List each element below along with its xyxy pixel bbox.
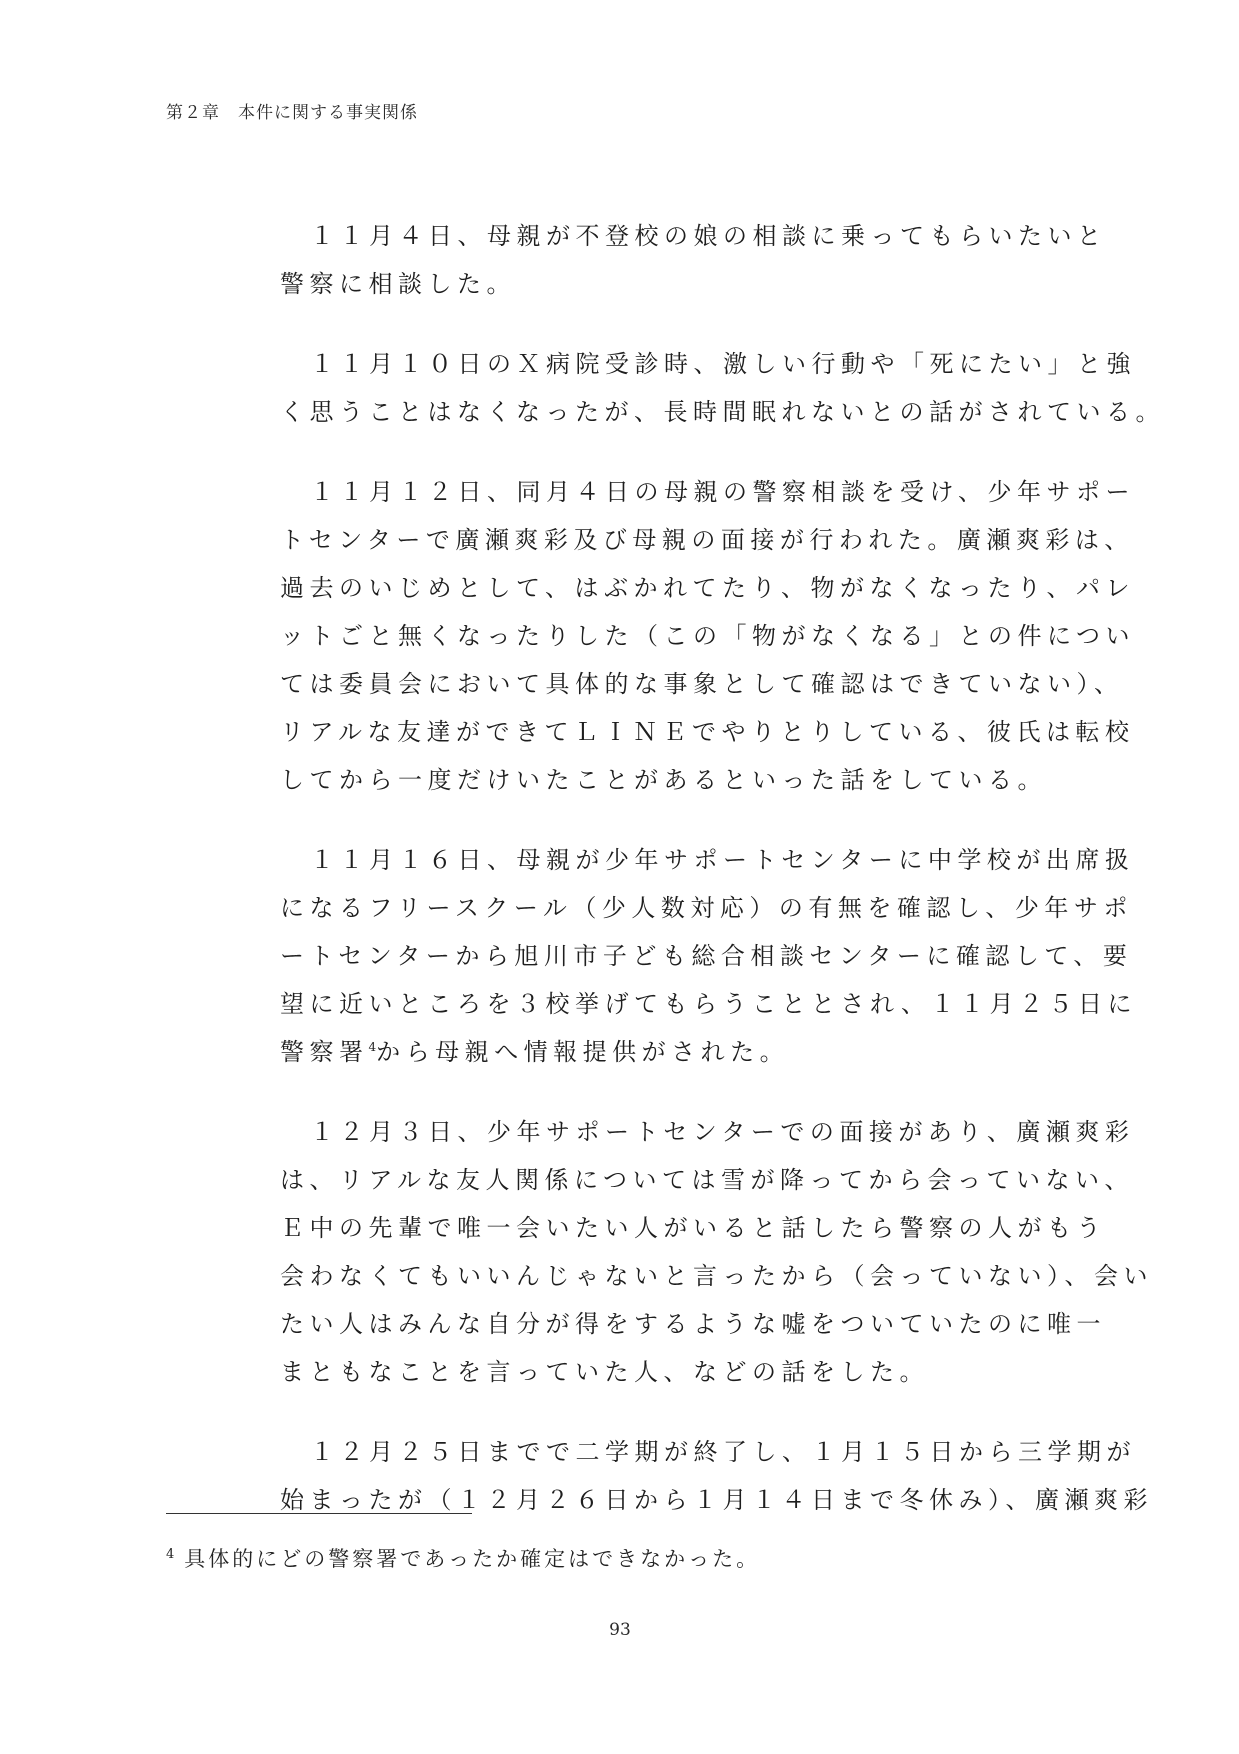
page-number: 93 xyxy=(609,1620,631,1640)
text-line: まともなことを言っていた人、などの話をした。 xyxy=(280,1358,929,1386)
footnote-text: 具体的にどの警察署であったか確定はできなかった。 xyxy=(184,1547,761,1571)
text-line: く思うことはなくなったが、長時間眠れないとの話がされている。 xyxy=(280,398,1165,426)
text-line: ットごと無くなったりした（この「物がなくなる」との件につい xyxy=(280,622,1136,650)
paragraph xyxy=(280,340,1165,436)
text-line: ては委員会において具体的な事象として確認はできていない）、 xyxy=(280,670,1124,698)
text-line: トセンターで廣瀬爽彩及び母親の面接が行われた。廣瀬爽彩は、 xyxy=(280,526,1134,554)
text-line: 望に近いところを３校挙げてもらうこととされ、１１月２５日に xyxy=(280,990,1137,1018)
text-line: 会わなくてもいいんじゃないと言ったから（会っていない）、会い xyxy=(280,1262,1153,1290)
footnote-reference[interactable]: 4 xyxy=(368,1040,377,1054)
paragraph xyxy=(280,836,1137,1076)
text-fragment: から母親へ情報提供がされた。 xyxy=(376,1038,790,1066)
paragraph xyxy=(280,212,1107,308)
footnote xyxy=(166,1543,760,1573)
footnote-divider xyxy=(166,1513,472,1514)
text-line: １２月３日、少年サポートセンターでの面接があり、廣瀬爽彩 xyxy=(310,1118,1135,1146)
text-line: は、リアルな友人関係については雪が降ってから会っていない、 xyxy=(280,1166,1135,1194)
body-text xyxy=(280,212,1165,1556)
text-line: １１月１６日、母親が少年サポートセンターに中学校が出席扱 xyxy=(310,846,1135,874)
text-line: １１月１２日、同月４日の母親の警察相談を受け、少年サポー xyxy=(310,478,1136,506)
paragraph xyxy=(280,468,1136,804)
footnote-number: 4 xyxy=(166,1547,175,1562)
text-line: たい人はみんな自分が得をするような嘘をついていたのに唯一 xyxy=(280,1310,1106,1338)
text-line: １２月２５日までで二学期が終了し、１月１５日から三学期が xyxy=(310,1438,1136,1466)
text-line: になるフリースクール（少人数対応）の有無を確認し、少年サポ xyxy=(280,894,1133,922)
text-line: Ｅ中の先輩で唯一会いたい人がいると話したら警察の人がもう xyxy=(280,1214,1106,1242)
paragraph xyxy=(280,1108,1153,1396)
text-fragment: 警察署 xyxy=(280,1038,369,1066)
text-line: してから一度だけいたことがあるといった話をしている。 xyxy=(280,766,1047,794)
text-line: 始まったが（１２月２６日から１月１４日まで冬休み）、廣瀬爽彩 xyxy=(280,1486,1153,1514)
text-line: 警察に相談した。 xyxy=(280,270,516,298)
text-line: ートセンターから旭川市子ども総合相談センターに確認して、要 xyxy=(280,942,1133,970)
text-line xyxy=(280,1028,1060,1076)
text-line: １１月１０日のＸ病院受診時、激しい行動や「死にたい」と強 xyxy=(310,350,1136,378)
text-line: １１月４日、母親が不登校の娘の相談に乗ってもらいたいと xyxy=(310,222,1107,250)
text-line: 過去のいじめとして、はぶかれてたり、物がなくなったり、パレ xyxy=(280,574,1136,602)
text-line: リアルな友達ができてＬＩＮＥでやりとりしている、彼氏は転校 xyxy=(280,718,1135,746)
chapter-header: 第２章 本件に関する事実関係 xyxy=(166,103,418,123)
paragraph xyxy=(280,1428,1153,1524)
